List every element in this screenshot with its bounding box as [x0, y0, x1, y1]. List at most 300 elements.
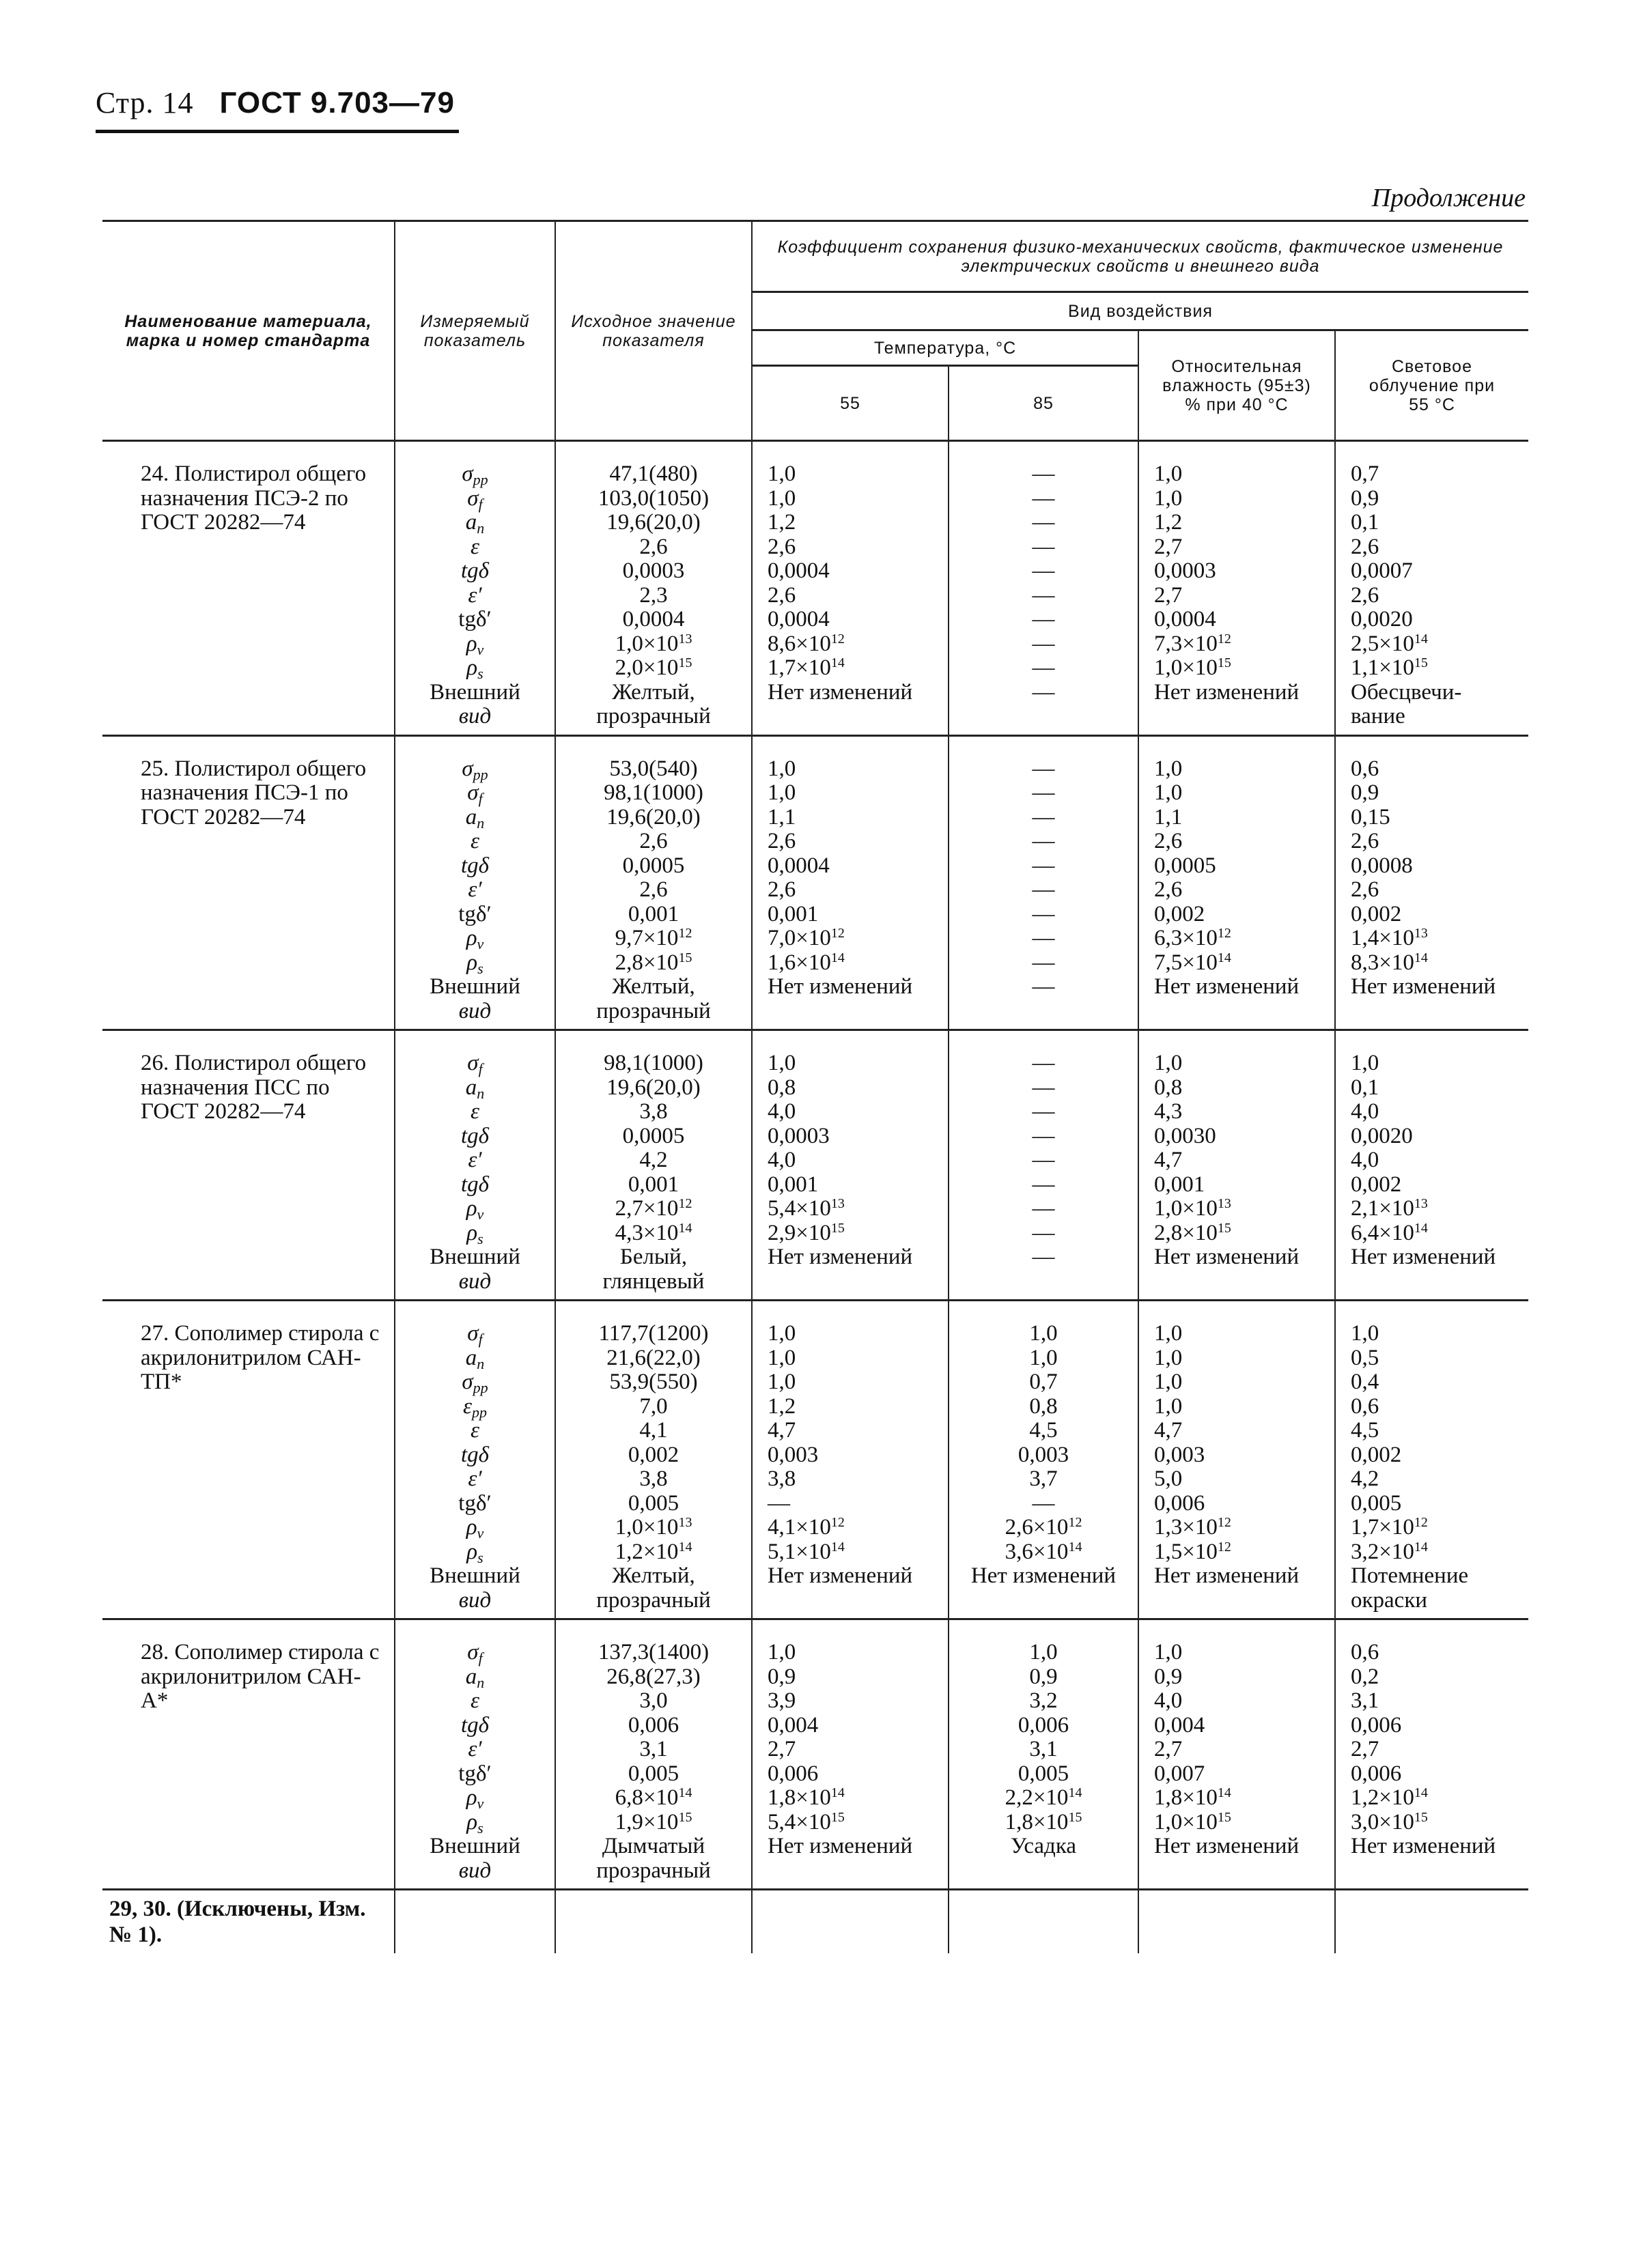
cell-value: $1,5\times 10^{12}$ — [1154, 1539, 1231, 1564]
cell-value: Нет изменений — [1154, 1245, 1300, 1269]
cell-value: 1,0 — [768, 485, 796, 511]
cell-value: 0,005 — [1351, 1490, 1402, 1516]
continuation-label: Продолжение — [1371, 184, 1526, 212]
indicator-symbol: $\sigma_f$ — [467, 1640, 483, 1667]
cell-value: 0,6 — [1351, 1393, 1379, 1419]
cell-value: 0,9 — [1154, 1664, 1183, 1689]
cell-value: 2,6 — [1351, 534, 1379, 559]
cell-value: 3,1 — [1029, 1737, 1058, 1761]
cell-value: $1,4\times 10^{13}$ — [1351, 926, 1428, 950]
cell-value: 0,6 — [1351, 1640, 1379, 1664]
cell-value — [1154, 1859, 1334, 1884]
cell-value: 0,004 — [1154, 1712, 1205, 1738]
cell-value: 1,0 — [1154, 1393, 1183, 1419]
header-light: Световое облучение при 55 °С — [1335, 330, 1528, 441]
page-header — [96, 85, 455, 120]
indicator-symbol: $\sigma_f$ — [467, 780, 483, 807]
cell-value: 0,001 — [768, 901, 819, 926]
cell-value: 19,6(20,0) — [606, 804, 701, 830]
light-cell — [1335, 1030, 1528, 1301]
header-humidity: Относительная влажность (95±3) % при 40 °С — [1138, 330, 1335, 441]
cell-value: — — [1032, 829, 1055, 853]
cell-value: 0,002 — [1351, 901, 1402, 926]
cell-value: 0,002 — [1351, 1442, 1402, 1467]
cell-value: 3,2 — [1029, 1688, 1058, 1713]
cell-value: 4,0 — [768, 1148, 796, 1172]
cell-value: $2,8\times 10^{15}$ — [1154, 1220, 1231, 1245]
cell-value: $6,4\times 10^{14}$ — [1351, 1220, 1428, 1245]
cell-value: 0,0003 — [622, 558, 685, 583]
indicator-symbol: ε — [470, 829, 479, 853]
cell-value: 1,0 — [1351, 1321, 1379, 1346]
header-rule — [96, 130, 459, 133]
table-header — [102, 221, 1528, 441]
cell-value: $2,8\times 10^{15}$ — [615, 950, 692, 975]
cell-value: 4,7 — [1154, 1418, 1183, 1443]
indicator-symbol: tgδ — [460, 1712, 489, 1738]
header-impact: Вид воздействия — [752, 292, 1528, 330]
cell-value: — — [1032, 1123, 1055, 1148]
cell-value: 7,0 — [639, 1393, 668, 1419]
cell-value: — — [1032, 1051, 1055, 1075]
indicator-symbol: ε′ — [468, 1148, 482, 1172]
cell-value: 0,001 — [628, 901, 679, 926]
cell-value: $2,1\times 10^{13}$ — [1351, 1196, 1428, 1221]
cell-value: 0,002 — [628, 1442, 679, 1467]
indicator-symbol: $\rho_v$ — [466, 926, 484, 952]
cell-value: $1,0\times 10^{13}$ — [615, 631, 692, 656]
cell-value: 0,4 — [1351, 1370, 1379, 1394]
cell-value: $6,3\times 10^{12}$ — [1154, 926, 1231, 950]
cell-value: $1,1\times 10^{15}$ — [1351, 655, 1428, 680]
cell-value: 2,6 — [1154, 877, 1183, 902]
indicator-symbol: tgδ — [460, 1123, 489, 1148]
indicator-symbol: $\sigma_f$ — [467, 1051, 483, 1077]
indicator-symbol: $\rho_s$ — [466, 1809, 483, 1837]
cell-value: Нет изменений — [970, 1563, 1117, 1588]
indicator-symbol: $\varepsilon_{pp}$ — [462, 1393, 487, 1421]
cell-value: 0,006 — [1018, 1712, 1069, 1738]
cell-value — [768, 1589, 948, 1613]
cell-value: Нет изменений — [768, 679, 913, 705]
cell-value: Нет изменений — [1154, 974, 1300, 999]
cell-value: 5,0 — [1154, 1466, 1183, 1491]
cell-value: — — [1032, 1490, 1055, 1516]
cell-value — [949, 1270, 1138, 1294]
param-cell — [395, 735, 555, 1030]
cell-value — [768, 1270, 948, 1294]
cell-value: — — [768, 1490, 790, 1516]
cell-value: 1,0 — [1351, 1051, 1379, 1075]
table-row — [102, 1301, 1528, 1619]
cell-value: $1,8\times 10^{15}$ — [1005, 1809, 1082, 1834]
indicator-symbol: tgδ — [460, 558, 489, 583]
cell-value: — — [1032, 1148, 1055, 1172]
param-cell — [395, 1030, 555, 1301]
cell-value: прозрачный — [596, 1858, 711, 1883]
indicator-symbol: ε′ — [468, 1737, 482, 1761]
cell-value: Нет изменений — [1154, 1834, 1300, 1858]
cell-value: 3,0 — [639, 1688, 668, 1713]
properties-table — [102, 220, 1528, 1953]
cell-value: 26,8(27,3) — [606, 1664, 701, 1689]
cell-value: окраски — [1351, 1587, 1428, 1613]
cell-value: $3,2\times 10^{14}$ — [1351, 1539, 1428, 1564]
cell-value: 2,7 — [1154, 534, 1183, 559]
cell-value: $1,0\times 10^{15}$ — [1154, 655, 1231, 680]
cell-value: Нет изменений — [1154, 679, 1300, 705]
cell-value: 0,15 — [1351, 804, 1390, 830]
cell-value: Нет изменений — [1351, 1834, 1496, 1858]
cell-value: 0,9 — [1351, 780, 1379, 805]
cell-value: Нет изменений — [1351, 1245, 1496, 1269]
cell-value: 2,3 — [639, 582, 668, 608]
cell-value: 0,8 — [768, 1075, 796, 1100]
cell-value: 21,6(22,0) — [606, 1345, 701, 1370]
t55-cell — [752, 441, 949, 736]
cell-value: $7,5\times 10^{14}$ — [1154, 950, 1231, 975]
cell-value: 4,2 — [1351, 1466, 1379, 1491]
cell-value: 0,8 — [1029, 1393, 1058, 1419]
cell-value: 0,0005 — [622, 1123, 685, 1148]
cell-value: 0,0004 — [1154, 607, 1216, 632]
humidity-cell — [1138, 735, 1335, 1030]
indicator-symbol: Внешний — [430, 974, 520, 999]
cell-value: 3,1 — [1351, 1688, 1379, 1713]
cell-value: Желтый, — [612, 679, 695, 705]
cell-value: 3,9 — [768, 1688, 796, 1713]
cell-value: 1,2 — [1154, 510, 1183, 535]
t55-cell — [752, 735, 949, 1030]
param-cell — [395, 1301, 555, 1619]
cell-value: $7,3\times 10^{12}$ — [1154, 631, 1231, 656]
cell-value: 0,9 — [1029, 1664, 1058, 1689]
cell-value: 0,1 — [1351, 510, 1379, 535]
standard-number: ГОСТ 9.703—79 — [219, 86, 455, 119]
indicator-symbol: tgδ′ — [458, 1490, 492, 1516]
indicator-symbol: вид — [458, 1268, 492, 1294]
material-name: 25. Полистирол общего назначения ПСЭ-1 по ГОСТ 20282—74 — [141, 756, 367, 830]
cell-value: 1,0 — [1154, 1345, 1183, 1370]
indicator-symbol: $\sigma_{pp}$ — [462, 462, 488, 488]
cell-value: $8,3\times 10^{14}$ — [1351, 950, 1428, 975]
cell-value: Желтый, — [612, 1563, 695, 1588]
light-cell — [1335, 1301, 1528, 1619]
cell-value: $1,0\times 10^{15}$ — [1154, 1809, 1231, 1834]
indicator-symbol: $\rho_s$ — [466, 655, 483, 682]
cell-value: $2,6\times 10^{12}$ — [1005, 1515, 1082, 1540]
cell-value: — — [1032, 853, 1055, 878]
cell-value: 1,0 — [1154, 462, 1183, 486]
cell-value: 1,0 — [1154, 756, 1183, 781]
indicator-symbol: ε — [470, 1099, 479, 1124]
cell-value: — — [1032, 1172, 1055, 1197]
cell-value: 1,0 — [768, 1370, 796, 1394]
indicator-symbol: вид — [458, 998, 492, 1023]
cell-value: 1,0 — [1154, 1370, 1183, 1394]
cell-value: вание — [1351, 704, 1405, 728]
cell-value: — — [1032, 1196, 1055, 1221]
cell-value: 137,3(1400) — [598, 1640, 710, 1664]
cell-value: $1,8\times 10^{14}$ — [1154, 1785, 1231, 1810]
cell-value: — — [1032, 1245, 1055, 1269]
cell-value: 2,6 — [768, 877, 796, 902]
indicator-symbol: $\sigma_{pp}$ — [462, 756, 488, 783]
cell-value: 3,1 — [639, 1737, 668, 1761]
cell-value: 4,7 — [768, 1418, 796, 1443]
cell-value: Нет изменений — [1351, 974, 1496, 999]
cell-value: 0,0004 — [768, 607, 830, 632]
cell-value: 0,002 — [1154, 901, 1205, 926]
cell-value: $4,3\times 10^{14}$ — [615, 1220, 692, 1245]
cell-value: 4,1 — [639, 1418, 668, 1443]
cell-value: 0,003 — [1018, 1442, 1069, 1467]
cell-value: 103,0(1050) — [598, 485, 710, 511]
indicator-symbol: $\rho_s$ — [466, 1220, 483, 1247]
cell-value: — — [1032, 462, 1055, 486]
cell-value: 0,8 — [1154, 1075, 1183, 1100]
cell-value: прозрачный — [596, 998, 711, 1023]
table-row — [102, 1030, 1528, 1301]
table-body — [102, 441, 1528, 1954]
t85-cell — [949, 735, 1138, 1030]
cell-value: 0,0005 — [1154, 853, 1216, 878]
cell-value — [1351, 1859, 1528, 1884]
cell-value: 4,0 — [768, 1099, 796, 1124]
light-cell — [1335, 735, 1528, 1030]
cell-value: 0,006 — [1351, 1712, 1402, 1738]
cell-value: $1,9\times 10^{15}$ — [615, 1809, 692, 1834]
cell-value: 0,001 — [628, 1172, 679, 1197]
cell-value: — — [1032, 607, 1055, 632]
indicator-symbol: $\rho_v$ — [466, 1196, 484, 1223]
empty-cell — [555, 1890, 752, 1954]
cell-value: 3,8 — [639, 1099, 668, 1124]
header-t85: 85 — [949, 366, 1138, 441]
t85-cell — [949, 1030, 1138, 1301]
cell-value: 19,6(20,0) — [606, 1075, 701, 1100]
cell-value: 1,0 — [1154, 485, 1183, 511]
indicator-symbol: ε — [470, 1688, 479, 1713]
indicator-symbol: tgδ′ — [458, 607, 492, 632]
cell-value: 0,007 — [1154, 1761, 1205, 1786]
table-row — [102, 1619, 1528, 1890]
humidity-cell — [1138, 441, 1335, 736]
param-cell — [395, 441, 555, 736]
cell-value: 2,6 — [768, 582, 796, 608]
empty-cell — [1335, 1890, 1528, 1954]
indicator-symbol: $a_n$ — [465, 510, 485, 537]
cell-value: 2,7 — [1351, 1737, 1379, 1761]
cell-value: $1,7\times 10^{12}$ — [1351, 1515, 1428, 1540]
indicator-symbol: tgδ — [460, 1172, 489, 1197]
t85-cell — [949, 1619, 1138, 1890]
indicator-symbol: tgδ′ — [458, 1761, 492, 1786]
cell-value: — — [1032, 1220, 1055, 1245]
cell-value: прозрачный — [596, 704, 711, 728]
cell-value: $1,6\times 10^{14}$ — [768, 950, 845, 975]
cell-value — [1154, 1000, 1334, 1024]
light-cell — [1335, 1619, 1528, 1890]
indicator-symbol: ε — [470, 534, 479, 559]
cell-value: 2,6 — [1351, 829, 1379, 853]
header-indicator: Измеряемый показатель — [395, 221, 555, 441]
indicator-symbol: $a_n$ — [465, 1075, 485, 1102]
cell-value: — — [1032, 1099, 1055, 1124]
indicator-symbol: $\rho_v$ — [466, 631, 484, 658]
cell-value: 4,2 — [639, 1148, 668, 1172]
cell-value: 3,7 — [1029, 1466, 1058, 1491]
cell-value: 1,0 — [1029, 1640, 1058, 1664]
cell-value: 0,006 — [1154, 1490, 1205, 1516]
cell-value — [949, 1859, 1138, 1884]
cell-value: 0,9 — [1351, 485, 1379, 511]
cell-value: $1,0\times 10^{13}$ — [1154, 1196, 1231, 1221]
indicator-symbol: $\rho_v$ — [466, 1515, 484, 1542]
cell-value: — — [1032, 756, 1055, 781]
cell-value: 0,0030 — [1154, 1123, 1216, 1148]
cell-value: — — [1032, 974, 1055, 999]
cell-value: 1,0 — [768, 756, 796, 781]
material-name-cell — [102, 1301, 395, 1619]
cell-value: 98,1(1000) — [604, 780, 703, 805]
humidity-cell — [1138, 1619, 1335, 1890]
empty-cell — [752, 1890, 949, 1954]
empty-cell — [395, 1890, 555, 1954]
cell-value: $5,4\times 10^{15}$ — [768, 1809, 845, 1834]
cell-value: Желтый, — [612, 974, 695, 999]
indicator-symbol: $a_n$ — [465, 804, 485, 832]
t55-cell — [752, 1030, 949, 1301]
cell-value: 0,0005 — [622, 853, 685, 878]
cell-value: Усадка — [1010, 1834, 1077, 1858]
cell-value: $2,7\times 10^{12}$ — [615, 1196, 692, 1221]
t85-cell — [949, 1301, 1138, 1619]
empty-cell — [949, 1890, 1138, 1954]
cell-value: — — [1032, 485, 1055, 511]
table-row — [102, 735, 1528, 1030]
cell-value: — — [1032, 1075, 1055, 1100]
cell-value: 98,1(1000) — [604, 1051, 703, 1075]
cell-value — [1154, 705, 1334, 729]
humidity-cell — [1138, 1301, 1335, 1619]
cell-value: Дымчатый — [602, 1834, 705, 1858]
cell-value: Нет изменений — [768, 1245, 913, 1269]
cell-value: 0,005 — [628, 1490, 679, 1516]
cell-value: 2,7 — [1154, 582, 1183, 608]
cell-value: 0,001 — [1154, 1172, 1205, 1197]
cell-value: 47,1(480) — [609, 462, 698, 486]
header-material: Наименование материала, марка и номер стандарта — [102, 221, 395, 441]
cell-value: 0,1 — [1351, 1075, 1379, 1100]
cell-value: — — [1032, 655, 1055, 680]
cell-value: Обесцвечи- — [1351, 679, 1462, 705]
cell-value — [1351, 1270, 1528, 1294]
cell-value: 1,0 — [768, 1321, 796, 1346]
cell-value: 4,5 — [1351, 1418, 1379, 1443]
cell-value: 2,6 — [639, 534, 668, 559]
indicator-symbol: $\rho_s$ — [466, 1539, 483, 1566]
header-t55: 55 — [752, 366, 949, 441]
cell-value: $2,2\times 10^{14}$ — [1005, 1785, 1082, 1810]
excluded-note: 29, 30. (Исключены, Изм. № 1). — [102, 1890, 395, 1954]
cell-value: 0,0004 — [768, 853, 830, 878]
cell-value: 0,9 — [768, 1664, 796, 1689]
cell-value: 4,5 — [1029, 1418, 1058, 1443]
cell-value — [949, 1000, 1138, 1024]
cell-value: 2,6 — [1351, 877, 1379, 902]
cell-value: 0,0004 — [768, 558, 830, 583]
cell-value: 1,0 — [768, 462, 796, 486]
indicator-symbol: Внешний — [430, 679, 520, 705]
page-number: Стр. 14 — [96, 86, 194, 119]
material-name: 26. Полистирол общего назначения ПСС по ГОСТ 20282—74 — [141, 1051, 367, 1124]
cell-value: Нет изменений — [768, 974, 913, 999]
cell-value: Нет изменений — [768, 1834, 913, 1858]
indicator-symbol: $\sigma_{pp}$ — [462, 1370, 488, 1396]
cell-value: 0,005 — [628, 1761, 679, 1786]
header-temperature: Температура, °С — [752, 330, 1138, 366]
indicator-symbol: $\sigma_f$ — [467, 485, 483, 513]
t55-cell — [752, 1301, 949, 1619]
cell-value: прозрачный — [596, 1587, 711, 1613]
cell-value: 53,9(550) — [609, 1370, 698, 1394]
cell-value: — — [1032, 901, 1055, 926]
cell-value: 2,6 — [639, 877, 668, 902]
t55-cell — [752, 1619, 949, 1890]
cell-value: $5,1\times 10^{14}$ — [768, 1539, 845, 1564]
cell-value: — — [1032, 631, 1055, 656]
humidity-cell — [1138, 1030, 1335, 1301]
cell-value: 4,0 — [1154, 1688, 1183, 1713]
cell-value: 1,0 — [1154, 1051, 1183, 1075]
cell-value: 0,0020 — [1351, 607, 1413, 632]
indicator-symbol: $\rho_s$ — [466, 950, 483, 977]
cell-value: 0,003 — [1154, 1442, 1205, 1467]
indicator-symbol: Внешний — [430, 1834, 520, 1858]
cell-value: — — [1032, 534, 1055, 559]
cell-value: 1,0 — [1154, 1640, 1183, 1664]
initial-cell — [555, 1030, 752, 1301]
cell-value: Нет изменений — [1154, 1563, 1300, 1588]
cell-value — [768, 1000, 948, 1024]
initial-cell — [555, 735, 752, 1030]
indicator-symbol: tgδ — [460, 853, 489, 878]
cell-value: — — [1032, 679, 1055, 705]
cell-value: 4,7 — [1154, 1148, 1183, 1172]
cell-value: 53,0(540) — [609, 756, 698, 781]
cell-value: $5,4\times 10^{13}$ — [768, 1196, 845, 1221]
material-name: 27. Сополимер стирола с акрилонитрилом САН-ТП* — [141, 1321, 380, 1394]
cell-value: 1,1 — [768, 804, 796, 830]
cell-value: $1,8\times 10^{14}$ — [768, 1785, 845, 1810]
cell-value: 4,3 — [1154, 1099, 1183, 1124]
cell-value: — — [1032, 877, 1055, 902]
indicator-symbol: вид — [458, 704, 492, 728]
initial-cell — [555, 1301, 752, 1619]
cell-value: 3,8 — [768, 1466, 796, 1491]
indicator-symbol: $a_n$ — [465, 1664, 485, 1691]
cell-value: 19,6(20,0) — [606, 510, 701, 535]
indicator-symbol: $a_n$ — [465, 1345, 485, 1372]
cell-value: 0,005 — [1018, 1761, 1069, 1786]
cell-value: 2,6 — [1154, 829, 1183, 853]
cell-value: — — [1032, 582, 1055, 608]
indicator-symbol: tgδ — [460, 1442, 489, 1467]
cell-value: 0,006 — [1351, 1761, 1402, 1786]
indicator-symbol: ε′ — [468, 877, 482, 902]
indicator-symbol: вид — [458, 1858, 492, 1883]
